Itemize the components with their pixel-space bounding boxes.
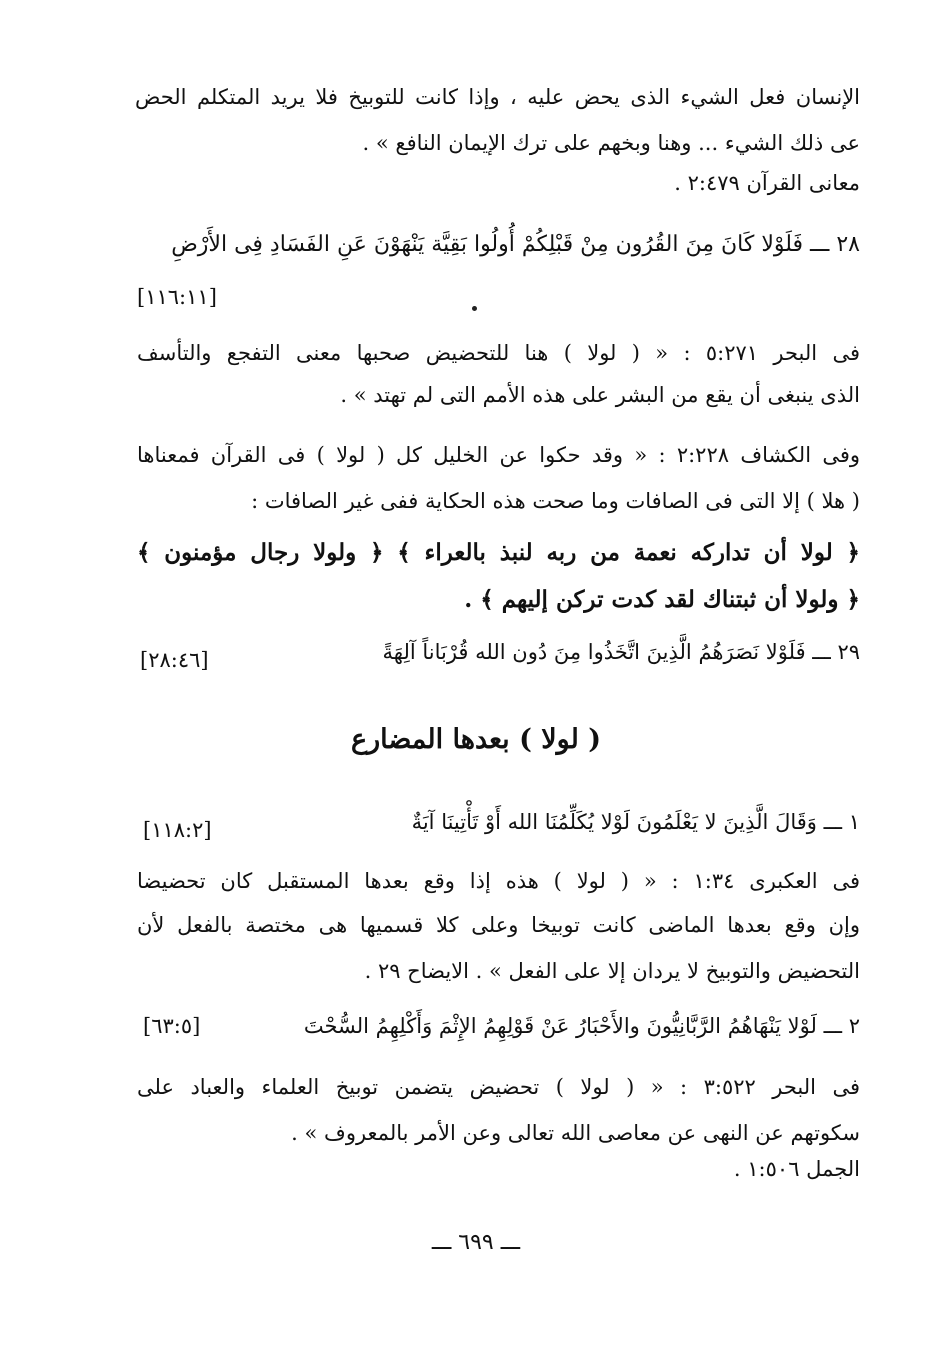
text-line: ( هلا ) إلا التى فى الصافات وما صحت هذه الحكاية ففى غير الصافات : [251, 489, 860, 513]
verse-29-reference: [٢٨:٤٦] [140, 648, 209, 672]
quran-quote-bold: ﴿ لولا أن تداركه نعمة من ربه لنبذ بالعراء ﴾ ﴿ ولولا رجال مؤمنون ﴾ [137, 539, 860, 566]
text-line: فى البحر ٣:٥٢٢ : « ( لولا ) تحضيض يتضمن توبيخ العلماء والعباد على [137, 1075, 860, 1099]
verse-1-reference: [١١٨:٢] [143, 818, 212, 842]
section-heading: ( لولا ) بعدها المضارع [350, 724, 602, 755]
text-line: الإنسان فعل الشيء الذى يحض عليه ، وإذا كانت للتوبيخ فلا يريد المتكلم الحض [135, 85, 860, 109]
text-line: التحضيض والتوبيخ لا يردان إلا على الفعل » . الايضاح ٢٩ . [364, 959, 860, 983]
text-line: وإن وقع بعدها الماضى كانت توبيخا وعلى كلا قسميها هى مختصة بالفعل لأن [137, 913, 860, 937]
verse-28: ٢٨ ـــ فَلَوْلا كَانَ مِنَ القُرُون مِنْ قَبْلِكُمْ أُولُوا بَقِيَّة يَنْهَوْنَ عَنِ الفَسَادِ فِى الأَرْضِ [171, 232, 860, 257]
text-line: وفى الكشاف ٢:٢٢٨ : « وقد حكوا عن الخليل كل ( لولا ) فى القرآن فمعناها [137, 443, 861, 467]
verse-2-reference: [٦٣:٥] [143, 1014, 201, 1038]
verse-28-reference: [١١٦:١١] [137, 285, 217, 309]
source-citation: الجمل ١:٥٠٦ . [733, 1157, 860, 1181]
source-citation: معانى القرآن ٢:٤٧٩ . [674, 171, 860, 195]
page-number: ـــ ٦٩٩ ـــ [431, 1230, 521, 1255]
verse-1: ١ ـــ وَقَالَ الَّذِينَ لا يَعْلَمُونَ لَوْلا يُكَلِّمُنَا الله أَوْ تَأْتِينَا آيَةٌ [411, 810, 860, 834]
text-line: فى العكبرى ١:٣٤ : « ( لولا ) هذه إذا وقع بعدها المستقبل كان تحضيضا [137, 869, 860, 893]
ink-dot [472, 306, 477, 311]
verse-29: ٢٩ ـــ فَلَوْلا نَصَرَهُمُ الَّذِينَ اتَّخَذُوا مِنَ دُون الله قُرْبَاناً آلِهَةً [382, 640, 860, 664]
text-line: الذى ينبغى أن يقع من البشر على هذه الأمم التى لم تهتد » . [340, 383, 860, 407]
text-line: عى ذلك الشيء ... وهنا وبخهم على ترك الإيمان النافع » . [362, 131, 860, 155]
quran-quote-bold: ﴿ ولولا أن ثبتناك لقد كدت تركن إليهم ﴾ . [464, 586, 860, 613]
verse-2: ٢ ـــ لَوْلا يَنْهَاهُمُ الرَّبَّانِيُّونَ والأَحْبَارُ عَنْ قَوْلِهِمُ الإِثْمَ وَأَكْلِهِمُ السُّحْتَ [303, 1014, 860, 1038]
text-line: سكوتهم عن النهى عن معاصى الله تعالى وعن الأمر بالمعروف » . [291, 1121, 860, 1145]
text-line: فى البحر ٥:٢٧١ : « ( لولا ) هنا للتحضيض صحبها معنى التفجع والتأسف [137, 341, 860, 365]
